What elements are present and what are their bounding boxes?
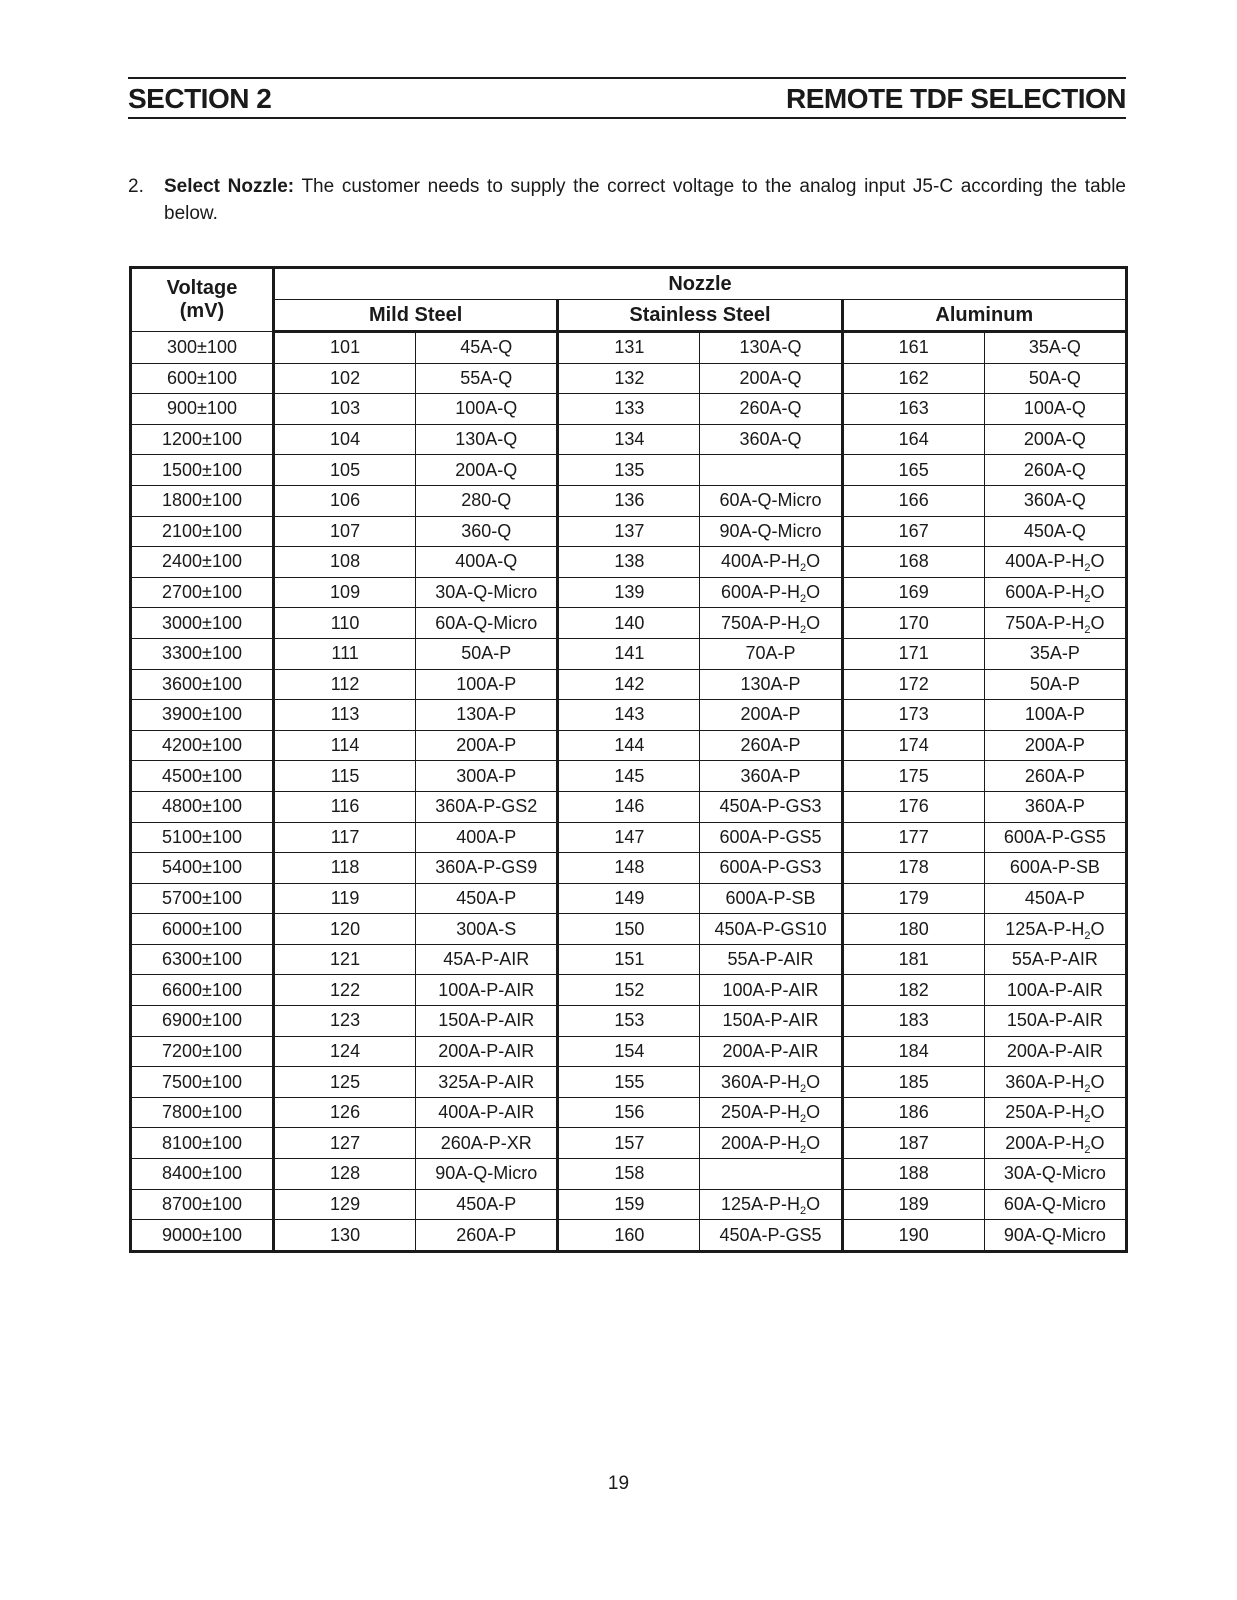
aluminum-code-cell: 183 xyxy=(842,1006,984,1037)
table-row xyxy=(131,730,1127,761)
aluminum-nozzle-cell: 100A-P xyxy=(984,700,1126,731)
mild-steel-code-cell: 127 xyxy=(274,1128,416,1159)
mild-steel-nozzle-cell: 400A-P xyxy=(416,822,558,853)
stainless-code-cell: 131 xyxy=(558,332,700,364)
aluminum-nozzle-cell: 35A-P xyxy=(984,638,1126,669)
table-row xyxy=(131,944,1127,975)
stainless-nozzle-cell: 90A-Q-Micro xyxy=(700,516,842,547)
aluminum-code-cell: 188 xyxy=(842,1159,984,1190)
table-row xyxy=(131,394,1127,425)
stainless-nozzle-cell: 200A-Q xyxy=(700,363,842,394)
table-row xyxy=(131,485,1127,516)
stainless-nozzle-cell: 600A-P-GS3 xyxy=(700,853,842,884)
aluminum-code-cell: 190 xyxy=(842,1220,984,1252)
mild-steel-code-cell: 126 xyxy=(274,1097,416,1128)
table-row xyxy=(131,853,1127,884)
mild-steel-nozzle-cell: 450A-P xyxy=(416,883,558,914)
mild-steel-code-cell: 103 xyxy=(274,394,416,425)
mild-steel-code-cell: 119 xyxy=(274,883,416,914)
aluminum-nozzle-cell: 450A-Q xyxy=(984,516,1126,547)
voltage-cell: 2400±100 xyxy=(131,547,274,578)
aluminum-nozzle-cell: 55A-P-AIR xyxy=(984,944,1126,975)
table-header-row xyxy=(131,268,1127,300)
mild-steel-code-cell: 128 xyxy=(274,1159,416,1190)
stainless-nozzle-cell: 70A-P xyxy=(700,638,842,669)
aluminum-nozzle-cell: $360A-P-H_2O$ xyxy=(984,1067,1126,1098)
mild-steel-code-cell: 122 xyxy=(274,975,416,1006)
mild-steel-code-cell: 120 xyxy=(274,914,416,945)
aluminum-nozzle-cell: 260A-Q xyxy=(984,455,1126,486)
mild-steel-code-cell: 107 xyxy=(274,516,416,547)
voltage-cell: 1800±100 xyxy=(131,485,274,516)
table-row xyxy=(131,516,1127,547)
table-row xyxy=(131,975,1127,1006)
mild-steel-nozzle-cell: 130A-Q xyxy=(416,424,558,455)
mild-steel-nozzle-cell: 200A-P xyxy=(416,730,558,761)
voltage-cell: 3600±100 xyxy=(131,669,274,700)
aluminum-nozzle-cell: $400A-P-H_2O$ xyxy=(984,547,1126,578)
stainless-nozzle-cell xyxy=(700,455,842,486)
mild-steel-nozzle-cell: 200A-P-AIR xyxy=(416,1036,558,1067)
stainless-code-cell: 152 xyxy=(558,975,700,1006)
table-row xyxy=(131,1067,1127,1098)
stainless-nozzle-cell: 600A-P-SB xyxy=(700,883,842,914)
voltage-cell: 3300±100 xyxy=(131,638,274,669)
voltage-cell: 8400±100 xyxy=(131,1159,274,1190)
section-title: REMOTE TDF SELECTION xyxy=(786,83,1126,114)
mild-steel-code-cell: 105 xyxy=(274,455,416,486)
stainless-code-cell: 157 xyxy=(558,1128,700,1159)
aluminum-nozzle-cell: $200A-P-H_2O$ xyxy=(984,1128,1126,1159)
aluminum-code-cell: 170 xyxy=(842,608,984,639)
mild-steel-nozzle-cell: 360A-P-GS9 xyxy=(416,853,558,884)
aluminum-nozzle-cell: 360A-P xyxy=(984,791,1126,822)
aluminum-nozzle-cell: 200A-P xyxy=(984,730,1126,761)
aluminum-code-cell: 173 xyxy=(842,700,984,731)
mild-steel-nozzle-cell: 130A-P xyxy=(416,700,558,731)
aluminum-code-cell: 166 xyxy=(842,485,984,516)
voltage-cell: 7500±100 xyxy=(131,1067,274,1098)
mild-steel-nozzle-cell: 450A-P xyxy=(416,1189,558,1220)
aluminum-code-cell: 177 xyxy=(842,822,984,853)
stainless-code-cell: 147 xyxy=(558,822,700,853)
table-row xyxy=(131,332,1127,364)
table-row xyxy=(131,1006,1127,1037)
table-row xyxy=(131,1128,1127,1159)
instruction-step xyxy=(128,173,1126,227)
stainless-code-cell: 144 xyxy=(558,730,700,761)
stainless-code-cell: 153 xyxy=(558,1006,700,1037)
step-label: Select Nozzle: xyxy=(164,176,295,197)
mild-steel-nozzle-cell: 260A-P-XR xyxy=(416,1128,558,1159)
stainless-nozzle-cell: 360A-Q xyxy=(700,424,842,455)
stainless-code-cell: 160 xyxy=(558,1220,700,1252)
stainless-nozzle-cell: 60A-Q-Micro xyxy=(700,485,842,516)
voltage-unit-label: (mV) xyxy=(179,300,225,322)
stainless-nozzle-cell: 260A-Q xyxy=(700,394,842,425)
voltage-cell: 5700±100 xyxy=(131,883,274,914)
voltage-cell: 5400±100 xyxy=(131,853,274,884)
voltage-cell: 1500±100 xyxy=(131,455,274,486)
stainless-code-cell: 133 xyxy=(558,394,700,425)
table-row xyxy=(131,363,1127,394)
mild-steel-nozzle-cell: 55A-Q xyxy=(416,363,558,394)
stainless-code-cell: 151 xyxy=(558,944,700,975)
aluminum-code-cell: 178 xyxy=(842,853,984,884)
voltage-cell: 6600±100 xyxy=(131,975,274,1006)
voltage-cell: 8100±100 xyxy=(131,1128,274,1159)
mild-steel-code-cell: 125 xyxy=(274,1067,416,1098)
stainless-nozzle-cell xyxy=(700,1159,842,1190)
stainless-nozzle-cell: 450A-P-GS10 xyxy=(700,914,842,945)
section-label: SECTION 2 xyxy=(128,83,272,114)
voltage-cell: 2700±100 xyxy=(131,577,274,608)
mild-steel-code-cell: 114 xyxy=(274,730,416,761)
stainless-nozzle-cell: 100A-P-AIR xyxy=(700,975,842,1006)
stainless-code-cell: 150 xyxy=(558,914,700,945)
voltage-cell: 900±100 xyxy=(131,394,274,425)
stainless-nozzle-cell: $750A-P-H_2O$ xyxy=(700,608,842,639)
voltage-cell: 3900±100 xyxy=(131,700,274,731)
stainless-nozzle-cell: 600A-P-GS5 xyxy=(700,822,842,853)
stainless-code-cell: 155 xyxy=(558,1067,700,1098)
stainless-code-cell: 135 xyxy=(558,455,700,486)
mild-steel-nozzle-cell: 400A-P-AIR xyxy=(416,1097,558,1128)
table-row xyxy=(131,1220,1127,1252)
mild-steel-nozzle-cell: 60A-Q-Micro xyxy=(416,608,558,639)
stainless-code-cell: 132 xyxy=(558,363,700,394)
mild-steel-code-cell: 109 xyxy=(274,577,416,608)
voltage-cell: 7800±100 xyxy=(131,1097,274,1128)
table-row xyxy=(131,791,1127,822)
stainless-code-cell: 148 xyxy=(558,853,700,884)
step-text: The customer needs to supply the correct voltage to the analog input J5-C according the table below. xyxy=(164,176,1126,224)
aluminum-nozzle-cell: 450A-P xyxy=(984,883,1126,914)
stainless-code-cell: 141 xyxy=(558,638,700,669)
mild-steel-code-cell: 116 xyxy=(274,791,416,822)
mild-steel-code-cell: 115 xyxy=(274,761,416,792)
aluminum-code-cell: 171 xyxy=(842,638,984,669)
aluminum-code-cell: 187 xyxy=(842,1128,984,1159)
mild-steel-code-cell: 130 xyxy=(274,1220,416,1252)
aluminum-nozzle-cell: 150A-P-AIR xyxy=(984,1006,1126,1037)
mild-steel-code-cell: 102 xyxy=(274,363,416,394)
step-body xyxy=(164,173,1126,227)
table-row xyxy=(131,455,1127,486)
mild-steel-nozzle-cell: 280-Q xyxy=(416,485,558,516)
voltage-cell: 6900±100 xyxy=(131,1006,274,1037)
aluminum-code-cell: 168 xyxy=(842,547,984,578)
mild-steel-nozzle-cell: 260A-P xyxy=(416,1220,558,1252)
mild-steel-code-cell: 110 xyxy=(274,608,416,639)
stainless-code-cell: 156 xyxy=(558,1097,700,1128)
mild-steel-code-cell: 104 xyxy=(274,424,416,455)
mild-steel-code-cell: 129 xyxy=(274,1189,416,1220)
voltage-cell: 7200±100 xyxy=(131,1036,274,1067)
mild-steel-nozzle-cell: 90A-Q-Micro xyxy=(416,1159,558,1190)
stainless-code-cell: 154 xyxy=(558,1036,700,1067)
aluminum-code-cell: 167 xyxy=(842,516,984,547)
mild-steel-code-cell: 118 xyxy=(274,853,416,884)
voltage-cell: 300±100 xyxy=(131,332,274,364)
table-row xyxy=(131,1189,1127,1220)
aluminum-nozzle-cell: 90A-Q-Micro xyxy=(984,1220,1126,1252)
aluminum-nozzle-cell: 200A-P-AIR xyxy=(984,1036,1126,1067)
aluminum-code-cell: 169 xyxy=(842,577,984,608)
aluminum-code-cell: 175 xyxy=(842,761,984,792)
aluminum-nozzle-cell: 50A-Q xyxy=(984,363,1126,394)
material-header-stainless-steel: Stainless Steel xyxy=(558,300,842,332)
stainless-nozzle-cell: $200A-P-H_2O$ xyxy=(700,1128,842,1159)
nozzle-table xyxy=(129,266,1128,1253)
voltage-cell: 9000±100 xyxy=(131,1220,274,1252)
stainless-nozzle-cell: 450A-P-GS3 xyxy=(700,791,842,822)
aluminum-nozzle-cell: $250A-P-H_2O$ xyxy=(984,1097,1126,1128)
stainless-code-cell: 134 xyxy=(558,424,700,455)
stainless-code-cell: 142 xyxy=(558,669,700,700)
mild-steel-code-cell: 101 xyxy=(274,332,416,364)
aluminum-nozzle-cell: 60A-Q-Micro xyxy=(984,1189,1126,1220)
material-header-row xyxy=(131,300,1127,332)
mild-steel-code-cell: 121 xyxy=(274,944,416,975)
mild-steel-nozzle-cell: 100A-P-AIR xyxy=(416,975,558,1006)
stainless-code-cell: 138 xyxy=(558,547,700,578)
voltage-header-label: Voltage xyxy=(166,277,238,299)
nozzle-group-header: Nozzle xyxy=(274,268,1127,300)
mild-steel-nozzle-cell: 360-Q xyxy=(416,516,558,547)
material-header-mild-steel: Mild Steel xyxy=(274,300,558,332)
stainless-code-cell: 140 xyxy=(558,608,700,639)
aluminum-code-cell: 176 xyxy=(842,791,984,822)
table-row xyxy=(131,547,1127,578)
table-row xyxy=(131,577,1127,608)
stainless-code-cell: 136 xyxy=(558,485,700,516)
mild-steel-code-cell: 106 xyxy=(274,485,416,516)
stainless-nozzle-cell: $400A-P-H_2O$ xyxy=(700,547,842,578)
mild-steel-nozzle-cell: 50A-P xyxy=(416,638,558,669)
aluminum-nozzle-cell: 600A-P-GS5 xyxy=(984,822,1126,853)
aluminum-code-cell: 189 xyxy=(842,1189,984,1220)
stainless-code-cell: 145 xyxy=(558,761,700,792)
stainless-nozzle-cell: $125A-P-H_2O$ xyxy=(700,1189,842,1220)
aluminum-code-cell: 165 xyxy=(842,455,984,486)
stainless-code-cell: 149 xyxy=(558,883,700,914)
mild-steel-nozzle-cell: 200A-Q xyxy=(416,455,558,486)
aluminum-code-cell: 172 xyxy=(842,669,984,700)
mild-steel-nozzle-cell: 45A-Q xyxy=(416,332,558,364)
aluminum-nozzle-cell: 260A-P xyxy=(984,761,1126,792)
stainless-nozzle-cell: 450A-P-GS5 xyxy=(700,1220,842,1252)
stainless-nozzle-cell: $600A-P-H_2O$ xyxy=(700,577,842,608)
aluminum-code-cell: 163 xyxy=(842,394,984,425)
aluminum-code-cell: 174 xyxy=(842,730,984,761)
stainless-code-cell: 158 xyxy=(558,1159,700,1190)
mild-steel-code-cell: 117 xyxy=(274,822,416,853)
aluminum-code-cell: 186 xyxy=(842,1097,984,1128)
voltage-cell: 1200±100 xyxy=(131,424,274,455)
mild-steel-nozzle-cell: 30A-Q-Micro xyxy=(416,577,558,608)
stainless-nozzle-cell: 260A-P xyxy=(700,730,842,761)
stainless-code-cell: 137 xyxy=(558,516,700,547)
table-row xyxy=(131,638,1127,669)
aluminum-nozzle-cell: 35A-Q xyxy=(984,332,1126,364)
mild-steel-nozzle-cell: 150A-P-AIR xyxy=(416,1006,558,1037)
aluminum-nozzle-cell: $125A-P-H_2O$ xyxy=(984,914,1126,945)
mild-steel-code-cell: 124 xyxy=(274,1036,416,1067)
mild-steel-code-cell: 111 xyxy=(274,638,416,669)
table-row xyxy=(131,424,1127,455)
mild-steel-code-cell: 123 xyxy=(274,1006,416,1037)
stainless-nozzle-cell: 360A-P xyxy=(700,761,842,792)
aluminum-nozzle-cell: 200A-Q xyxy=(984,424,1126,455)
table-row xyxy=(131,761,1127,792)
stainless-nozzle-cell: $250A-P-H_2O$ xyxy=(700,1097,842,1128)
mild-steel-nozzle-cell: 325A-P-AIR xyxy=(416,1067,558,1098)
stainless-nozzle-cell: 55A-P-AIR xyxy=(700,944,842,975)
stainless-nozzle-cell: 200A-P xyxy=(700,700,842,731)
table-row xyxy=(131,1159,1127,1190)
voltage-cell: 4200±100 xyxy=(131,730,274,761)
stainless-nozzle-cell: 150A-P-AIR xyxy=(700,1006,842,1037)
mild-steel-code-cell: 113 xyxy=(274,700,416,731)
mild-steel-code-cell: 108 xyxy=(274,547,416,578)
voltage-cell: 600±100 xyxy=(131,363,274,394)
mild-steel-nozzle-cell: 360A-P-GS2 xyxy=(416,791,558,822)
table-row xyxy=(131,1097,1127,1128)
mild-steel-nozzle-cell: 300A-P xyxy=(416,761,558,792)
table-row xyxy=(131,700,1127,731)
voltage-cell: 3000±100 xyxy=(131,608,274,639)
aluminum-code-cell: 164 xyxy=(842,424,984,455)
aluminum-code-cell: 162 xyxy=(842,363,984,394)
aluminum-nozzle-cell: $600A-P-H_2O$ xyxy=(984,577,1126,608)
stainless-code-cell: 159 xyxy=(558,1189,700,1220)
aluminum-code-cell: 184 xyxy=(842,1036,984,1067)
stainless-code-cell: 146 xyxy=(558,791,700,822)
step-number: 2. xyxy=(128,176,144,197)
aluminum-nozzle-cell: 50A-P xyxy=(984,669,1126,700)
voltage-cell: 2100±100 xyxy=(131,516,274,547)
mild-steel-nozzle-cell: 400A-Q xyxy=(416,547,558,578)
table-body xyxy=(131,332,1127,1252)
stainless-nozzle-cell: 130A-P xyxy=(700,669,842,700)
voltage-cell: 4800±100 xyxy=(131,791,274,822)
stainless-nozzle-cell: 200A-P-AIR xyxy=(700,1036,842,1067)
table-row xyxy=(131,914,1127,945)
mild-steel-nozzle-cell: 100A-Q xyxy=(416,394,558,425)
voltage-cell: 6300±100 xyxy=(131,944,274,975)
aluminum-code-cell: 181 xyxy=(842,944,984,975)
aluminum-code-cell: 179 xyxy=(842,883,984,914)
aluminum-nozzle-cell: 600A-P-SB xyxy=(984,853,1126,884)
voltage-header xyxy=(131,268,274,332)
table-row xyxy=(131,883,1127,914)
stainless-nozzle-cell: $360A-P-H_2O$ xyxy=(700,1067,842,1098)
mild-steel-nozzle-cell: 300A-S xyxy=(416,914,558,945)
mild-steel-nozzle-cell: 100A-P xyxy=(416,669,558,700)
table-row xyxy=(131,1036,1127,1067)
voltage-cell: 8700±100 xyxy=(131,1189,274,1220)
aluminum-code-cell: 185 xyxy=(842,1067,984,1098)
table-row xyxy=(131,608,1127,639)
page-number: 19 xyxy=(607,1473,630,1494)
table-row xyxy=(131,669,1127,700)
mild-steel-code-cell: 112 xyxy=(274,669,416,700)
voltage-cell: 5100±100 xyxy=(131,822,274,853)
aluminum-code-cell: 180 xyxy=(842,914,984,945)
table-row xyxy=(131,822,1127,853)
aluminum-nozzle-cell: 360A-Q xyxy=(984,485,1126,516)
stainless-nozzle-cell: 130A-Q xyxy=(700,332,842,364)
voltage-cell: 4500±100 xyxy=(131,761,274,792)
voltage-cell: 6000±100 xyxy=(131,914,274,945)
aluminum-nozzle-cell: 30A-Q-Micro xyxy=(984,1159,1126,1190)
section-header xyxy=(128,77,1126,119)
aluminum-code-cell: 182 xyxy=(842,975,984,1006)
aluminum-nozzle-cell: 100A-P-AIR xyxy=(984,975,1126,1006)
aluminum-nozzle-cell: $750A-P-H_2O$ xyxy=(984,608,1126,639)
stainless-code-cell: 143 xyxy=(558,700,700,731)
aluminum-code-cell: 161 xyxy=(842,332,984,364)
stainless-code-cell: 139 xyxy=(558,577,700,608)
material-header-aluminum: Aluminum xyxy=(842,300,1126,332)
mild-steel-nozzle-cell: 45A-P-AIR xyxy=(416,944,558,975)
aluminum-nozzle-cell: 100A-Q xyxy=(984,394,1126,425)
